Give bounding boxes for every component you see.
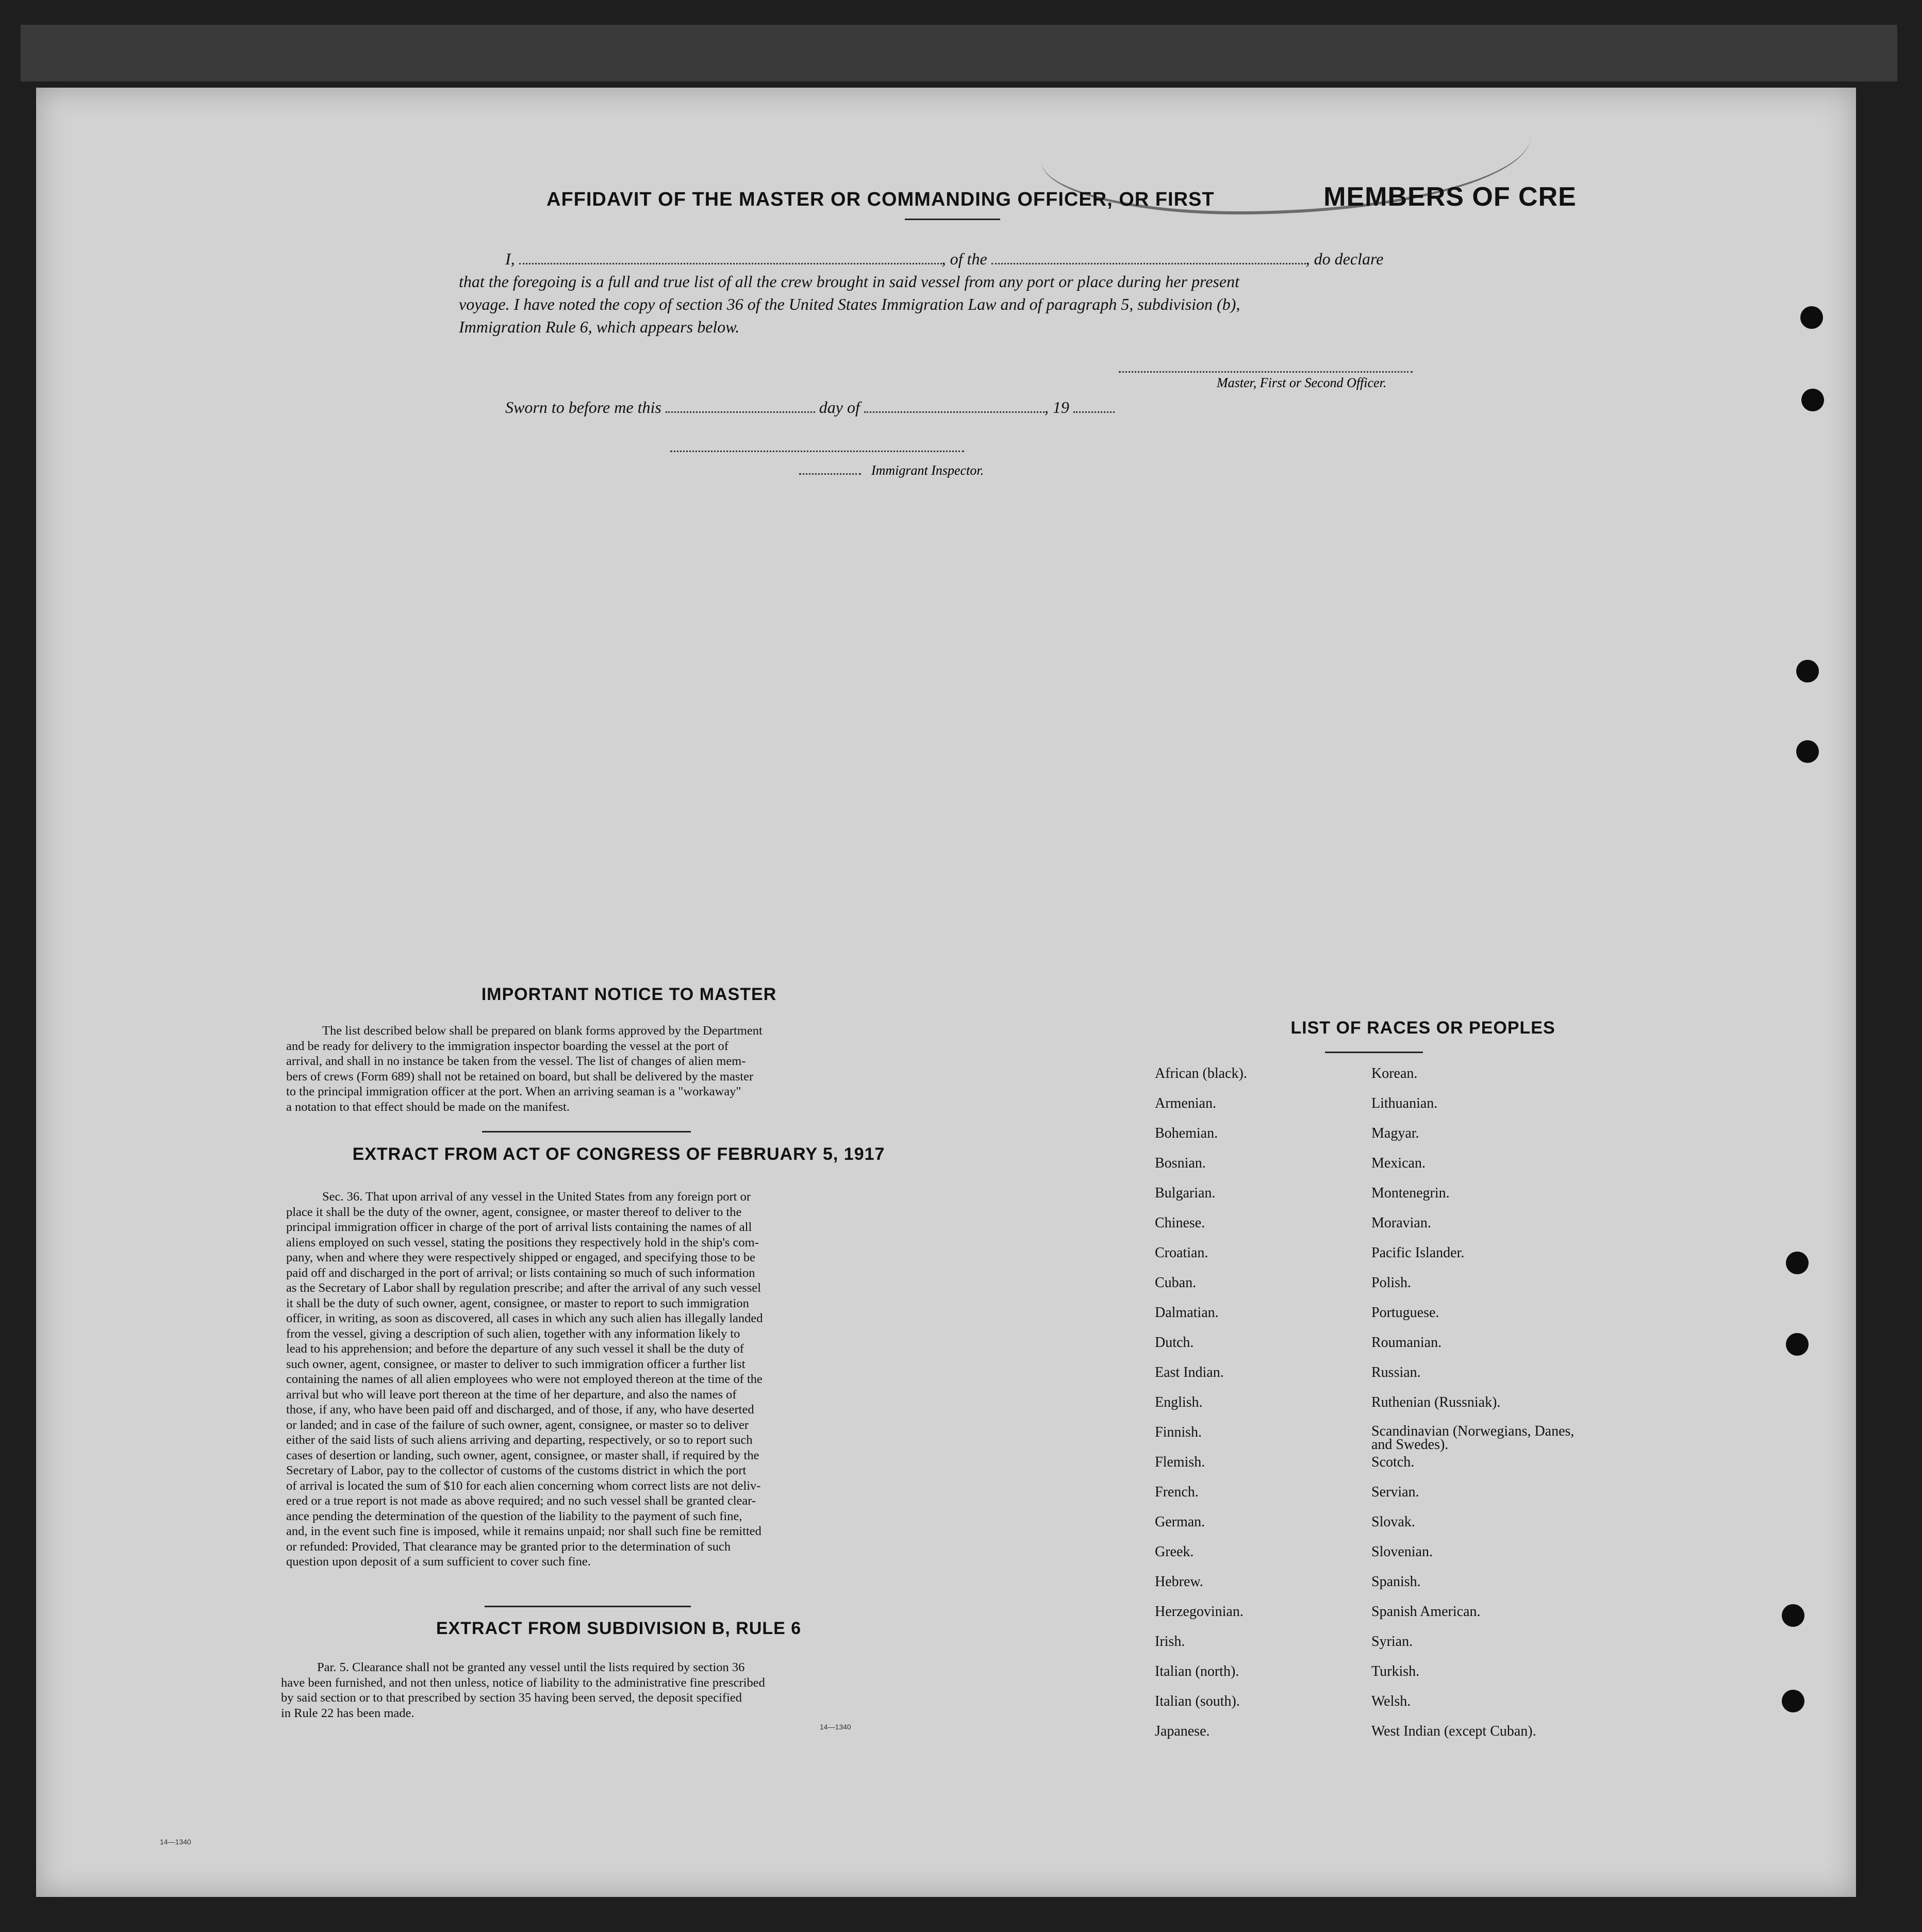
race-item: Lithuanian. <box>1371 1095 1438 1111</box>
notice-rule <box>482 1131 691 1132</box>
notice-line: The list described below shall be prepared on blank forms approved by the Department <box>322 1024 763 1038</box>
race-item: Russian. <box>1371 1364 1421 1380</box>
extract-line: arrival but who will leave port thereon at the time of her departure, and also the names of <box>286 1387 737 1402</box>
race-item: Welsh. <box>1371 1693 1411 1709</box>
race-item: Herzegovinian. <box>1155 1604 1244 1620</box>
extract-line: aliens employed on such vessel, stating the positions they respectively hold in the ship's com- <box>286 1235 759 1250</box>
name-blank <box>519 248 942 264</box>
notice-line: arrival, and shall in no instance be taken from the vessel. The list of changes of alien mem- <box>286 1054 746 1068</box>
inspector-label: Immigrant Inspector. <box>871 463 984 478</box>
inspector-short-line <box>799 473 861 475</box>
race-item: Japanese. <box>1155 1723 1210 1739</box>
punch-hole <box>1782 1690 1804 1712</box>
sworn-statement <box>505 397 1115 417</box>
race-item: Slovak. <box>1371 1514 1415 1530</box>
declaration-line-2: that the foregoing is a full and true list of all the crew brought in said vessel from any port or place during her present <box>459 272 1239 291</box>
year-blank <box>1073 397 1115 413</box>
extract-line: Sec. 36. That upon arrival of any vessel in the United States from any foreign port or <box>322 1190 751 1204</box>
extract-congress-title: EXTRACT FROM ACT OF CONGRESS OF FEBRUARY 5, 1917 <box>352 1144 885 1164</box>
race-item: East Indian. <box>1155 1364 1224 1380</box>
race-item: Turkish. <box>1371 1663 1420 1679</box>
affidavit-title-prefix: AFFIDAVIT OF THE MASTER OR COMMANDING OFFICER, OR FIRST <box>546 189 1215 210</box>
extract-line: Par. 5. Clearance shall not be granted any vessel until the lists required by section 36 <box>317 1660 745 1674</box>
race-item: Scandinavian (Norwegians, Danes, and Swedes). <box>1371 1423 1575 1453</box>
race-item: Flemish. <box>1155 1454 1205 1470</box>
extract-line: either of the said lists of such aliens arriving and departing, respectively, or so to report such <box>286 1433 753 1447</box>
notice-title: IMPORTANT NOTICE TO MASTER <box>481 985 777 1004</box>
extract-line: it shall be the duty of such owner, agent, consignee, or master to report to such immigration <box>286 1296 749 1310</box>
punch-hole <box>1796 740 1819 763</box>
extract-line: question upon deposit of a sum sufficient to cover such fine. <box>286 1555 591 1569</box>
declaration-line-3: voyage. I have noted the copy of section 36 of the United States Immigration Law and of paragraph 5, subdivision (b), <box>459 295 1240 313</box>
punch-hole <box>1786 1252 1809 1274</box>
race-item: Bosnian. <box>1155 1155 1206 1171</box>
form-number: 14—1340 <box>820 1723 851 1731</box>
extract-line: or refunded: Provided, That clearance may be granted prior to the determination of such <box>286 1539 731 1554</box>
declare-i: I, <box>505 249 515 268</box>
race-item: Slovenian. <box>1371 1544 1433 1560</box>
races-title: LIST OF RACES OR PEOPLES <box>1290 1018 1555 1038</box>
punch-hole <box>1782 1604 1804 1627</box>
extract-line: paid off and discharged in the port of arrival; or lists containing so much of such information <box>286 1265 755 1280</box>
race-item: Cuban. <box>1155 1275 1197 1291</box>
races-left-column <box>1155 1066 1371 1754</box>
extract-line: principal immigration officer in charge of the port of arrival lists containing the names of all <box>286 1220 752 1234</box>
race-item: Korean. <box>1371 1065 1418 1081</box>
declaration-line-4: Immigration Rule 6, which appears below. <box>459 318 740 336</box>
punch-hole <box>1796 660 1819 682</box>
race-item: Roumanian. <box>1371 1335 1442 1351</box>
extract-line: such owner, agent, consignee, or master to deliver to such immigration officer a further list <box>286 1357 745 1371</box>
declare-of: , of the <box>941 249 987 268</box>
race-item: Spanish. <box>1371 1574 1421 1590</box>
extract-rule6-title: EXTRACT FROM SUBDIVISION B, RULE 6 <box>436 1619 802 1638</box>
punch-hole <box>1786 1333 1809 1356</box>
extract-line: lead to his apprehension; and before the departure of any such vessel it shall be the duty of <box>286 1342 744 1356</box>
extract-line: officer, in writing, as soon as discovered, all cases in which any such alien has illegally landed <box>286 1311 763 1325</box>
notice-line: and be ready for delivery to the immigration inspector boarding the vessel at the port of <box>286 1039 728 1053</box>
sworn-year: , 19 <box>1044 398 1069 417</box>
extract-line: of arrival is located the sum of $10 for each alien concerning whom correct lists are not deliv- <box>286 1478 761 1493</box>
race-item: English. <box>1155 1394 1203 1410</box>
inspector-signature-line <box>670 451 964 452</box>
footer-form-number: 14—1340 <box>160 1838 191 1846</box>
race-item: Croatian. <box>1155 1245 1208 1261</box>
declaration-line-1 <box>459 247 1449 270</box>
affidavit-rule <box>905 219 1000 220</box>
race-item: Bulgarian. <box>1155 1185 1216 1201</box>
race-item: Ruthenian (Russniak). <box>1371 1394 1501 1410</box>
extract-line: ered or a true report is not made as above required; and no such vessel shall be granted clear- <box>286 1494 756 1508</box>
notice-line: a notation to that effect should be made on the manifest. <box>286 1100 570 1114</box>
race-item: French. <box>1155 1484 1199 1500</box>
race-item: Armenian. <box>1155 1095 1216 1111</box>
signature-line <box>1119 371 1413 373</box>
race-item: Bohemian. <box>1155 1125 1218 1141</box>
affidavit-declaration <box>459 247 1449 338</box>
race-item: Portuguese. <box>1371 1305 1439 1321</box>
race-item: Mexican. <box>1371 1155 1426 1171</box>
extract-line: by said section or to that prescribed by section 35 having been served, the deposit specified <box>281 1691 742 1705</box>
vessel-blank <box>991 248 1306 264</box>
declare-declare: , do declare <box>1305 249 1384 268</box>
race-item: Irish. <box>1155 1634 1185 1650</box>
notice-line: bers of crews (Form 689) shall not be retained on board, but shall be delivered by the master <box>286 1069 754 1084</box>
sworn-dayof: day of <box>819 398 860 417</box>
race-item: Italian (south). <box>1155 1693 1240 1709</box>
notice-text <box>286 1023 928 1114</box>
extract-line: those, if any, who have been paid off and discharged, and of those, if any, who have deserted <box>286 1403 754 1417</box>
notice-line: to the principal immigration officer at the port. When an arriving seaman is a "workaway" <box>286 1085 741 1098</box>
month-blank <box>864 397 1045 413</box>
extract-line: pany, when and where they were respectively shipped or engaged, and specifying those to be <box>286 1251 756 1264</box>
affidavit-title <box>546 181 1577 212</box>
race-item: Greek. <box>1155 1544 1194 1560</box>
extract-line: Secretary of Labor, pay to the collector of customs of the customs district in which the port <box>286 1463 747 1477</box>
race-item: Italian (north). <box>1155 1663 1239 1679</box>
extract-line: place it shall be the duty of the owner, agent, consignee, or master thereof to deliver to the <box>286 1205 742 1219</box>
extract-rule6-text <box>281 1660 879 1721</box>
race-item: Finnish. <box>1155 1424 1202 1440</box>
extract-line: from the vessel, giving a description of such alien, together with any information likely to <box>286 1326 740 1341</box>
race-item: Spanish American. <box>1371 1604 1481 1620</box>
race-item: Moravian. <box>1371 1215 1431 1231</box>
race-item: Hebrew. <box>1155 1574 1203 1590</box>
race-item: Dalmatian. <box>1155 1305 1219 1321</box>
scanner-edge <box>21 25 1897 81</box>
race-item: Montenegrin. <box>1371 1185 1450 1201</box>
signature-label: Master, First or Second Officer. <box>1217 375 1387 390</box>
sworn-prefix: Sworn to before me this <box>505 398 661 417</box>
race-item: West Indian (except Cuban). <box>1371 1723 1536 1739</box>
punch-hole <box>1800 306 1823 329</box>
extract-line: containing the names of all alien employees who were not employed thereon at the time of the <box>286 1372 763 1386</box>
race-item: Dutch. <box>1155 1335 1194 1351</box>
race-item: Scotch. <box>1371 1454 1415 1470</box>
extract-line: and, in the event such fine is imposed, while it remains unpaid; nor shall such fine be remitted <box>286 1524 761 1538</box>
extract-line: have been furnished, and not then unless, notice of liability to the administrative fine prescribed <box>281 1675 765 1690</box>
race-item: Servian. <box>1371 1484 1419 1500</box>
affidavit-title-big: MEMBERS OF CRE <box>1323 182 1577 212</box>
race-item: Pacific Islander. <box>1371 1245 1465 1261</box>
race-item: Magyar. <box>1371 1125 1419 1141</box>
race-item: Syrian. <box>1371 1634 1413 1650</box>
extract-line: in Rule 22 has been made. <box>281 1706 415 1720</box>
race-item: Polish. <box>1371 1275 1412 1291</box>
day-blank <box>666 397 815 413</box>
race-item: German. <box>1155 1514 1205 1530</box>
extract-line: as the Secretary of Labor shall by regulation prescribe; and after the arrival of any such vessel <box>286 1281 761 1295</box>
extract-line: ance pending the determination of the question of the liability to the payment of such fine, <box>286 1509 742 1523</box>
extract-line: or landed; and in case of the failure of such owner, agent, consignee, or master so to deliver <box>286 1418 749 1432</box>
race-item: Chinese. <box>1155 1215 1205 1231</box>
races-rule <box>1325 1052 1423 1053</box>
extract-line: cases of desertion or landing, such owner, agent, consignee, or master shall, if required by the <box>286 1448 759 1462</box>
extract-rule <box>485 1606 691 1607</box>
races-right-column <box>1371 1066 1578 1754</box>
extract-congress-text <box>286 1189 885 1570</box>
race-item: African (black). <box>1155 1065 1247 1081</box>
punch-hole <box>1801 389 1824 411</box>
